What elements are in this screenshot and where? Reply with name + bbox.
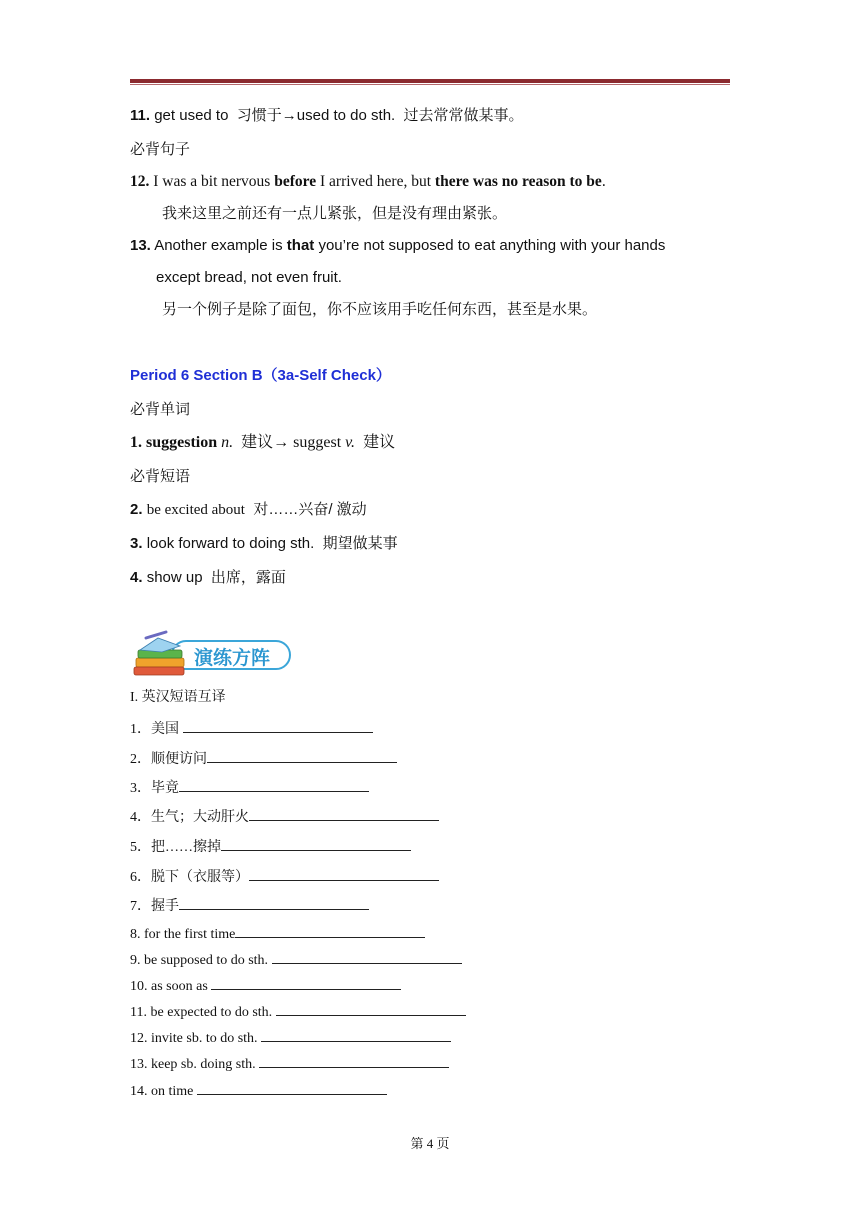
item-2: 2. be excited about 对……兴奋/ 激动: [130, 501, 367, 518]
answer-blank[interactable]: [272, 949, 462, 964]
answer-blank[interactable]: [183, 718, 373, 733]
item-11: 11. get used to 习惯于→used to do sth. 过去常常做某事。: [130, 107, 524, 124]
exercise-item: 2．顺便访问: [130, 748, 397, 770]
answer-blank[interactable]: [197, 1080, 387, 1095]
answer-blank[interactable]: [249, 866, 439, 881]
header-rule: [130, 79, 730, 83]
answer-blank[interactable]: [249, 806, 439, 821]
answer-blank[interactable]: [259, 1053, 449, 1068]
answer-blank[interactable]: [276, 1001, 466, 1016]
item-13-line2: except bread, not even fruit.: [156, 269, 342, 286]
answer-blank[interactable]: [179, 777, 369, 792]
item-3: 3. look forward to doing sth. 期望做某事: [130, 535, 398, 552]
exercise-item: 5．把……擦掉: [130, 836, 411, 858]
heading-words: 必背单词: [130, 401, 191, 418]
exercise-item: 8. for the first time: [130, 923, 425, 945]
exercise-item: 13. keep sb. doing sth.: [130, 1053, 449, 1075]
exercise-item: 9. be supposed to do sth.: [130, 949, 462, 971]
exercise-item: 1．美国: [130, 718, 373, 740]
answer-blank[interactable]: [179, 895, 369, 910]
exercise-item: 12. invite sb. to do sth.: [130, 1027, 451, 1049]
exercise-item: 10. as soon as: [130, 975, 401, 997]
item-12-translation: 我来这里之前还有一点儿紧张，但是没有理由紧张。: [162, 205, 508, 222]
exercise-item: 14. on time: [130, 1080, 387, 1102]
item-4: 4. show up 出席，露面: [130, 569, 286, 586]
exercise-item: 6．脱下（衣服等）: [130, 866, 439, 888]
exercise-item: 4．生气；大动肝火: [130, 806, 439, 828]
practice-banner: [132, 628, 294, 678]
exercise-item: 7．握手: [130, 895, 369, 917]
item-13: 13. Another example is that you’re not supposed to eat anything with your hands: [130, 237, 666, 254]
item-1: 1. suggestion n. 建议→ suggest v. 建议: [130, 434, 396, 451]
exercise-item: 3．毕竟: [130, 777, 369, 799]
page-number: 第 4 页: [410, 1136, 450, 1151]
header-rule-thin: [130, 84, 730, 85]
answer-blank[interactable]: [211, 975, 401, 990]
exercise-title: I. 英汉短语互译: [130, 690, 226, 705]
heading-phrases: 必背短语: [130, 468, 191, 485]
answer-blank[interactable]: [235, 923, 425, 938]
banner-text: 演练方阵: [194, 647, 271, 669]
section-title: Period 6 Section B（3a-Self Check）: [130, 367, 391, 384]
item-12: 12. I was a bit nervous before I arrived here, but there was no reason to be.: [130, 173, 606, 190]
answer-blank[interactable]: [221, 836, 411, 851]
item-13-translation: 另一个例子是除了面包，你不应该用手吃任何东西，甚至是水果。: [162, 301, 598, 318]
answer-blank[interactable]: [207, 748, 397, 763]
exercise-item: 11. be expected to do sth.: [130, 1001, 466, 1023]
answer-blank[interactable]: [261, 1027, 451, 1042]
heading-sentences: 必背句子: [130, 141, 191, 158]
